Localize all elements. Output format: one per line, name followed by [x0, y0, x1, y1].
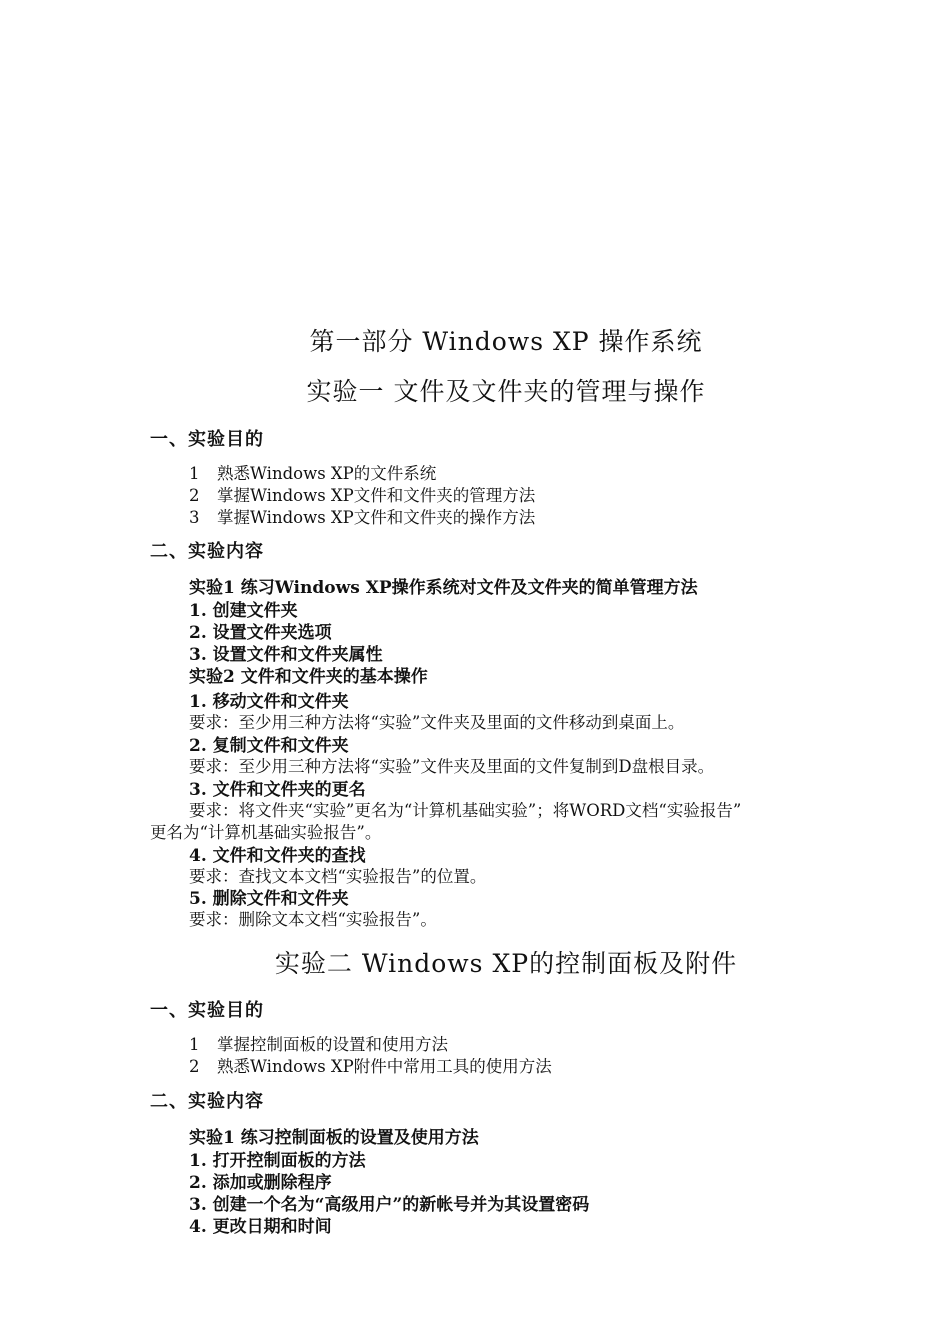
exp1-purpose-item: 2 掌握Windows XP文件和文件夹的管理方法 — [189, 486, 536, 505]
exp1-purpose-heading: 一、实验目的 — [150, 429, 264, 450]
exp1-sub2-title: 实验2 文件和文件夹的基本操作 — [189, 667, 428, 687]
exp2-sub1-title: 实验1 练习控制面板的设置及使用方法 — [189, 1128, 479, 1148]
exp1-purpose-item: 3 掌握Windows XP文件和文件夹的操作方法 — [189, 508, 536, 527]
exp1-sub2-item-req: 要求：查找文本文档“实验报告”的位置。 — [189, 867, 487, 886]
exp1-sub2-item-req: 要求：至少用三种方法将“实验”文件夹及里面的文件复制到D盘根目录。 — [189, 757, 715, 776]
exp2-sub1-item: 2. 添加或删除程序 — [189, 1173, 332, 1193]
exp1-sub1-item: 2. 设置文件夹选项 — [189, 623, 332, 643]
exp1-sub2-item-title: 5. 删除文件和文件夹 — [189, 889, 349, 909]
exp2-purpose-heading: 一、实验目的 — [150, 1000, 264, 1021]
exp1-sub2-item-title: 2. 复制文件和文件夹 — [189, 736, 349, 756]
exp2-content-heading: 二、实验内容 — [150, 1091, 264, 1112]
exp1-sub2-item-title: 3. 文件和文件夹的更名 — [189, 780, 366, 800]
exp2-title: 实验二 Windows XP的控制面板及附件 — [274, 949, 738, 978]
exp2-purpose-item: 1 掌握控制面板的设置和使用方法 — [189, 1035, 448, 1054]
exp1-sub1-title: 实验1 练习Windows XP操作系统对文件及文件夹的简单管理方法 — [189, 578, 698, 598]
exp1-purpose-item: 1 熟悉Windows XP的文件系统 — [189, 464, 437, 483]
exp1-sub2-item-req: 要求：将文件夹“实验”更名为“计算机基础实验”；将WORD文档“实验报告” — [189, 801, 742, 820]
exp2-purpose-item: 2 熟悉Windows XP附件中常用工具的使用方法 — [189, 1057, 552, 1076]
exp1-sub2-item-req: 要求：删除文本文档“实验报告”。 — [189, 910, 437, 929]
exp1-sub1-item: 1. 创建文件夹 — [189, 601, 298, 621]
exp2-sub1-item: 1. 打开控制面板的方法 — [189, 1151, 366, 1171]
exp1-content-heading: 二、实验内容 — [150, 541, 264, 562]
part-title: 第一部分 Windows XP 操作系统 — [309, 327, 703, 356]
exp1-sub2-item-req-cont: 更名为“计算机基础实验报告”。 — [150, 823, 382, 842]
exp2-sub1-item: 4. 更改日期和时间 — [189, 1217, 332, 1237]
exp1-sub2-item-req: 要求：至少用三种方法将“实验”文件夹及里面的文件移动到桌面上。 — [189, 713, 685, 732]
exp1-title: 实验一 文件及文件夹的管理与操作 — [306, 377, 706, 406]
exp1-sub1-item: 3. 设置文件和文件夹属性 — [189, 645, 383, 665]
exp1-sub2-item-title: 4. 文件和文件夹的查找 — [189, 846, 366, 866]
exp1-sub2-item-title: 1. 移动文件和文件夹 — [189, 692, 349, 712]
exp2-sub1-item: 3. 创建一个名为“高级用户”的新帐号并为其设置密码 — [189, 1195, 590, 1215]
